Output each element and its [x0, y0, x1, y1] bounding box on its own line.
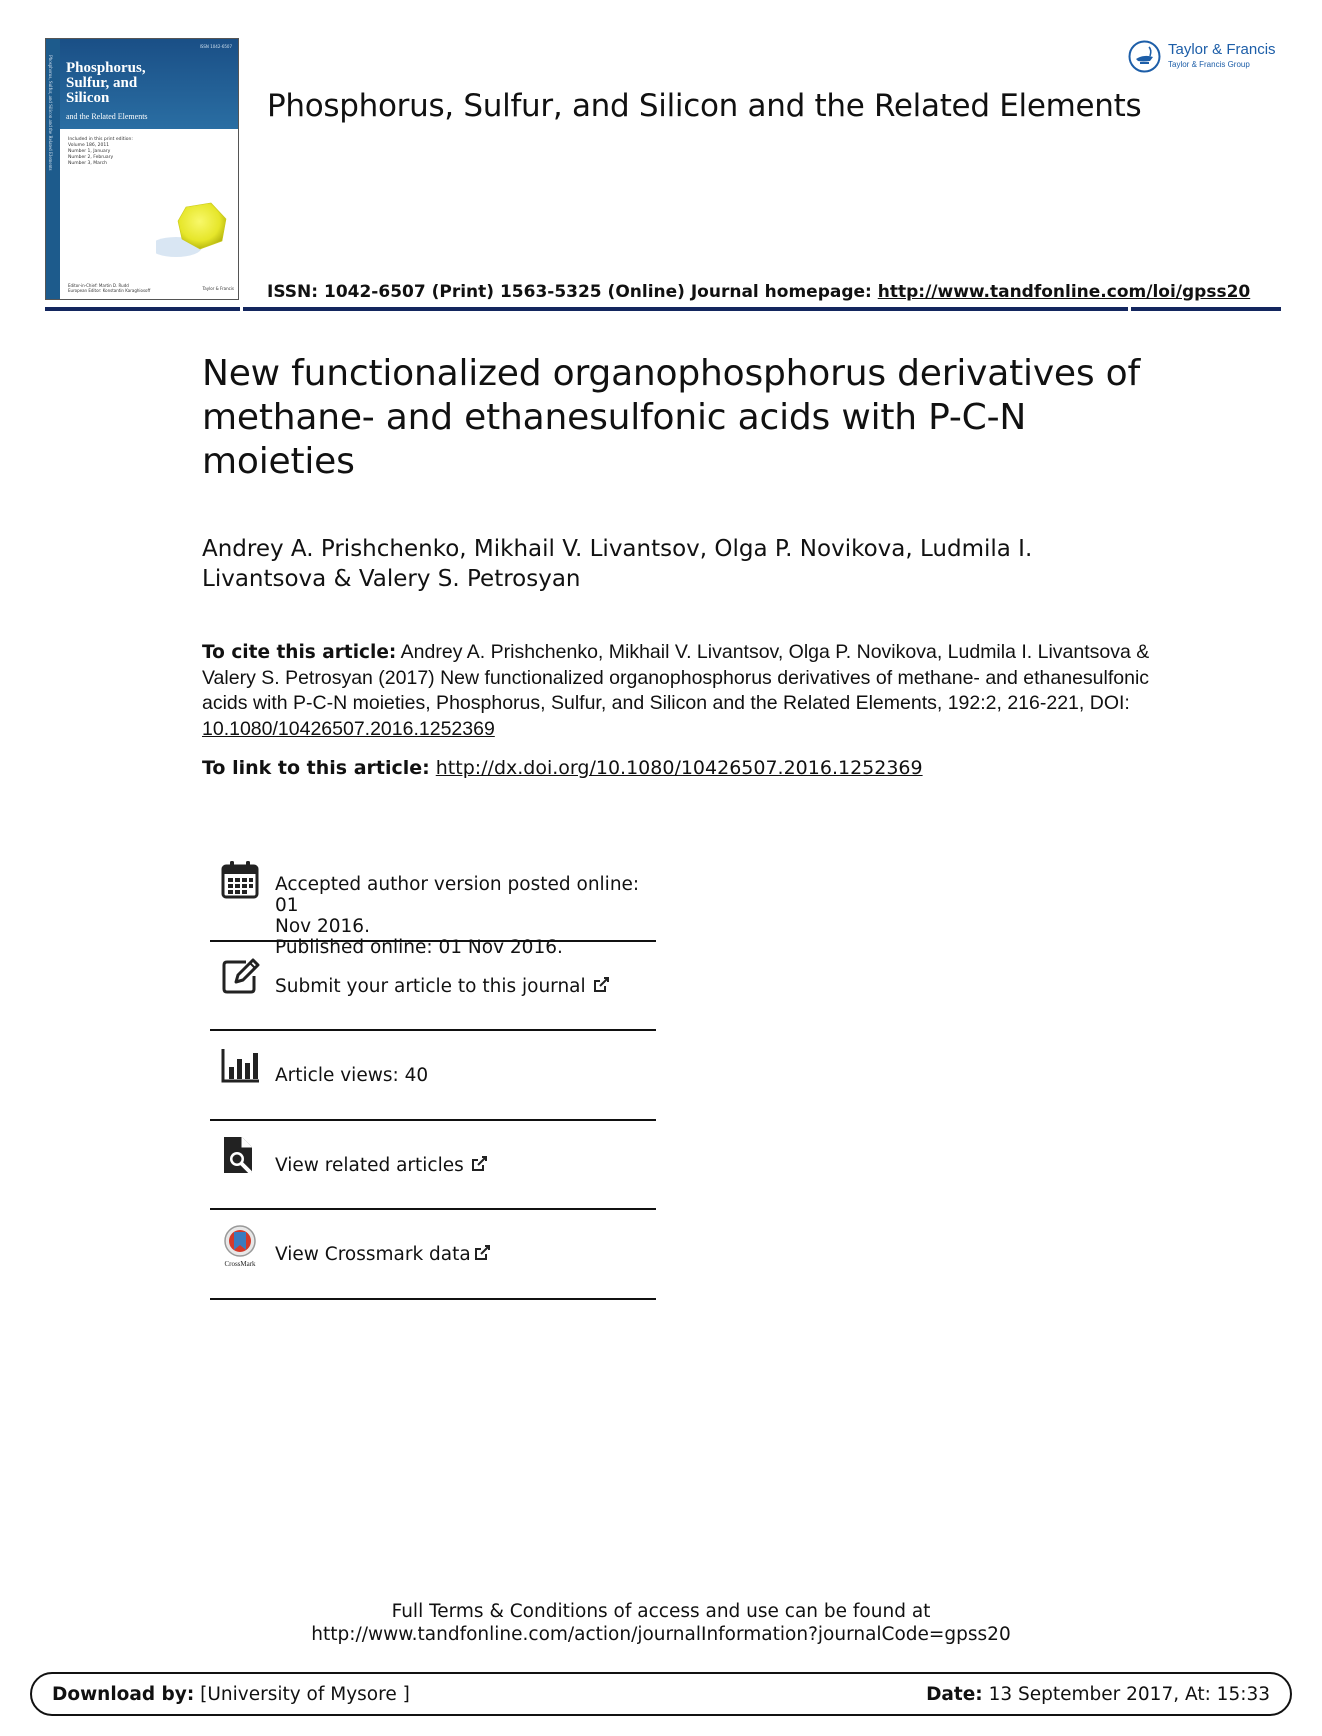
- crossmark-row[interactable]: [210, 1210, 656, 1300]
- article-link-label: To link to this article:: [202, 757, 430, 779]
- cover-issn: ISSN 1042-6507: [199, 44, 232, 49]
- related-articles-row[interactable]: [210, 1121, 656, 1210]
- cover-editors: Editor-in-Chief: Martin D. Rudd European Editor: Konstantin Karaghiosoff: [68, 283, 151, 293]
- cover-title-band: [60, 39, 238, 129]
- document-search-icon: [220, 1135, 260, 1175]
- cover-publisher: Taylor & Francis: [202, 286, 234, 291]
- crossmark-logo-text: CrossMark: [224, 1260, 256, 1268]
- issn-line: [267, 282, 1250, 302]
- published-date: Published online: 01 Nov 2016.: [275, 937, 563, 958]
- external-link-icon: [470, 1155, 488, 1173]
- publication-dates-row: [210, 860, 656, 958]
- article-authors: Andrey A. Prishchenko, Mikhail V. Livantsov, Olga P. Novikova, Ludmila I. Livantsova & Valery S. Petrosyan: [202, 536, 1033, 592]
- article-views-text: Article views: 40: [275, 1065, 429, 1086]
- publisher-name: Taylor & Francis: [1168, 41, 1276, 58]
- calendar-icon: [220, 860, 260, 900]
- article-title: New functionalized organophosphorus derivatives of methane- and ethanesulfonic acids with P-C-N moieties: [202, 353, 1140, 482]
- journal-title: Phosphorus, Sulfur, and Silicon and the Related Elements: [267, 88, 1142, 124]
- journal-cover-image[interactable]: [45, 38, 239, 300]
- cover-edition-text: Included in this print edition: Volume 186, 2011 Number 1, January Number 2, February Number 3, March: [68, 137, 133, 166]
- cover-spine: [46, 39, 60, 299]
- related-articles-link[interactable]: [275, 1155, 488, 1176]
- header-divider: [45, 307, 1281, 311]
- cover-body: [60, 129, 238, 299]
- article-doi-url[interactable]: http://dx.doi.org/10.1080/10426507.2016.1252369: [435, 757, 923, 779]
- article-link-line: [202, 757, 923, 779]
- crossmark-link[interactable]: [275, 1244, 491, 1265]
- citation-label: To cite this article:: [202, 642, 397, 663]
- terms-url[interactable]: http://www.tandfonline.com/action/journalInformation?journalCode=gpss20: [311, 1624, 1011, 1645]
- submit-article-link[interactable]: [275, 976, 610, 997]
- date-label: Date:: [926, 1684, 983, 1705]
- accepted-line-2: Nov 2016.: [275, 916, 370, 937]
- crossmark-icon: [220, 1224, 260, 1268]
- taylor-francis-logo: [1128, 38, 1283, 78]
- cover-title: Phosphorus, Sulfur, and Silicon: [66, 60, 146, 106]
- sulfur-crystal-image: [156, 199, 230, 259]
- terms-line-1: Full Terms & Conditions of access and use can be found at: [391, 1601, 931, 1622]
- crossmark-label: View Crossmark data: [275, 1244, 471, 1265]
- publisher-group: Taylor & Francis Group: [1168, 60, 1250, 69]
- citation-block: [202, 640, 1162, 742]
- external-link-icon: [473, 1244, 491, 1262]
- header-divider-gap: [1128, 307, 1131, 311]
- download-info-bar: [30, 1672, 1292, 1716]
- bar-chart-icon: [220, 1045, 260, 1085]
- date-value: 13 September 2017, At: 15:33: [982, 1684, 1270, 1705]
- citation-doi-link[interactable]: 10.1080/10426507.2016.1252369: [202, 717, 495, 740]
- taylor-francis-lamp-icon: [1128, 40, 1161, 73]
- cover-spine-text: Phosphorus, Sulfur, and Silicon and the Related Elements: [47, 55, 52, 171]
- download-date: [926, 1684, 1270, 1705]
- accepted-line-1: Accepted author version posted online: 01: [275, 874, 640, 916]
- edit-icon: [220, 956, 260, 996]
- download-label: Download by:: [52, 1684, 195, 1705]
- download-institution: [University of Mysore ]: [194, 1684, 410, 1705]
- article-info-panel: [210, 860, 656, 1300]
- journal-homepage-link[interactable]: http://www.tandfonline.com/loi/gpss20: [877, 282, 1251, 302]
- submit-article-row[interactable]: [210, 942, 656, 1031]
- terms-and-conditions: [0, 1600, 1322, 1646]
- external-link-icon: [592, 976, 610, 994]
- issn-text: ISSN: 1042-6507 (Print) 1563-5325 (Online) Journal homepage:: [267, 282, 878, 302]
- citation-text: Andrey A. Prishchenko, Mikhail V. Livantsov, Olga P. Novikova, Ludmila I. Livantsova & Valery S. Petrosyan (2017) New functionalized organophosphorus derivatives of methane- and ethanesulfonic acids with P-C-N moieties, Phosphorus, Sulfur, and Silicon and the Related Elements, 192:2, 216-221, DOI:: [202, 641, 1150, 714]
- download-by: [52, 1684, 410, 1705]
- article-views-row: [210, 1031, 656, 1121]
- cover-subtitle: and the Related Elements: [66, 112, 148, 121]
- submit-article-label: Submit your article to this journal: [275, 976, 586, 997]
- header-divider-gap: [240, 307, 243, 311]
- related-articles-label: View related articles: [275, 1155, 464, 1176]
